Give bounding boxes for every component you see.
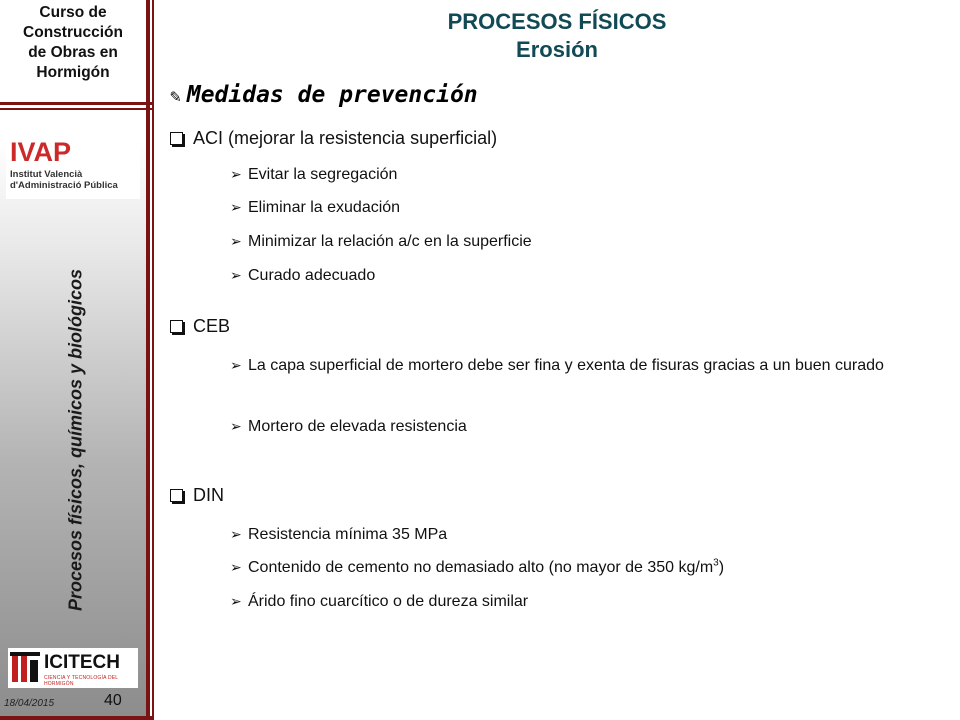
ivap-logo-name: IVAP bbox=[10, 137, 72, 167]
list-item bbox=[230, 265, 375, 286]
close-paren: ) bbox=[718, 559, 725, 576]
footer-divider bbox=[0, 716, 152, 720]
list-section-ceb bbox=[170, 316, 230, 337]
ivap-logo bbox=[6, 135, 140, 199]
page-title-line1: PROCESOS FÍSICOS bbox=[447, 9, 667, 34]
pencil-icon: ✎ bbox=[170, 86, 181, 107]
list-section-title: DIN bbox=[193, 485, 224, 505]
list-section-aci bbox=[170, 128, 497, 149]
list-item bbox=[230, 591, 528, 612]
vertical-section-title: Procesos físicos, químicos y biológicos bbox=[65, 268, 86, 612]
icitech-logo bbox=[8, 648, 138, 688]
checkbox-bullet-icon bbox=[170, 132, 183, 145]
checkbox-bullet-icon bbox=[170, 320, 183, 333]
list-item-text: Minimizar la relación a/c en la superficie bbox=[248, 233, 532, 250]
icitech-emblem-icon bbox=[10, 650, 42, 686]
list-item-text-cement bbox=[230, 557, 724, 578]
list-section-title: ACI (mejorar la resistencia superficial) bbox=[193, 128, 498, 148]
list-section-title: CEB bbox=[193, 316, 231, 336]
icitech-logo-name: ICITECH bbox=[44, 652, 120, 673]
list-item bbox=[230, 197, 400, 218]
list-item-text: Contenido de cemento no demasiado alto (no mayor de 350 kg/m bbox=[248, 559, 714, 576]
header-divider-inner bbox=[0, 108, 152, 110]
list-item-text: Árido fino cuarcítico o de dureza similar bbox=[248, 593, 529, 610]
list-item bbox=[230, 164, 397, 185]
list-item bbox=[230, 355, 930, 376]
page-title bbox=[154, 8, 960, 64]
page-number: 40 bbox=[104, 692, 122, 709]
list-item bbox=[230, 416, 467, 437]
page-title-line2: Erosión bbox=[516, 37, 598, 62]
arrow-bullet-icon: ➢ bbox=[230, 593, 242, 609]
list-item-text: Curado adecuado bbox=[248, 267, 376, 284]
list-item bbox=[230, 524, 447, 545]
arrow-bullet-icon: ➢ bbox=[230, 526, 242, 542]
list-item-text: Mortero de elevada resistencia bbox=[248, 418, 467, 435]
arrow-bullet-icon: ➢ bbox=[230, 357, 242, 373]
arrow-bullet-icon: ➢ bbox=[230, 166, 242, 182]
arrow-bullet-icon: ➢ bbox=[230, 418, 242, 434]
list-item-text: La capa superficial de mortero debe ser fina y exenta de fisuras gracias a un buen curado bbox=[248, 357, 884, 374]
list-item bbox=[230, 231, 532, 252]
header-divider bbox=[0, 102, 152, 105]
section-heading-text: Medidas de prevención bbox=[186, 82, 478, 108]
arrow-bullet-icon: ➢ bbox=[230, 559, 242, 575]
superscript: 3 bbox=[713, 557, 719, 569]
section-heading bbox=[170, 82, 478, 108]
list-item-text: Resistencia mínima 35 MPa bbox=[248, 526, 448, 543]
slide-date: 18/04/2015 bbox=[4, 698, 55, 709]
list-item-text: Evitar la segregación bbox=[248, 166, 398, 183]
course-title: Curso de Construcción de Obras en Hormigón bbox=[23, 4, 123, 81]
arrow-bullet-icon: ➢ bbox=[230, 233, 242, 249]
icitech-logo-subtitle: CIENCIA Y TECNOLOGÍA DEL HORMIGÓN bbox=[44, 675, 119, 687]
list-item-text: Eliminar la exudación bbox=[248, 199, 401, 216]
arrow-bullet-icon: ➢ bbox=[230, 267, 242, 283]
sidebar-border-inner bbox=[152, 0, 154, 720]
list-item bbox=[230, 557, 724, 578]
checkbox-bullet-icon bbox=[170, 489, 183, 502]
ivap-logo-subtitle: Institut Valencià d'Administració Pública bbox=[10, 169, 118, 191]
arrow-bullet-icon: ➢ bbox=[230, 199, 242, 215]
list-section-din bbox=[170, 485, 224, 506]
